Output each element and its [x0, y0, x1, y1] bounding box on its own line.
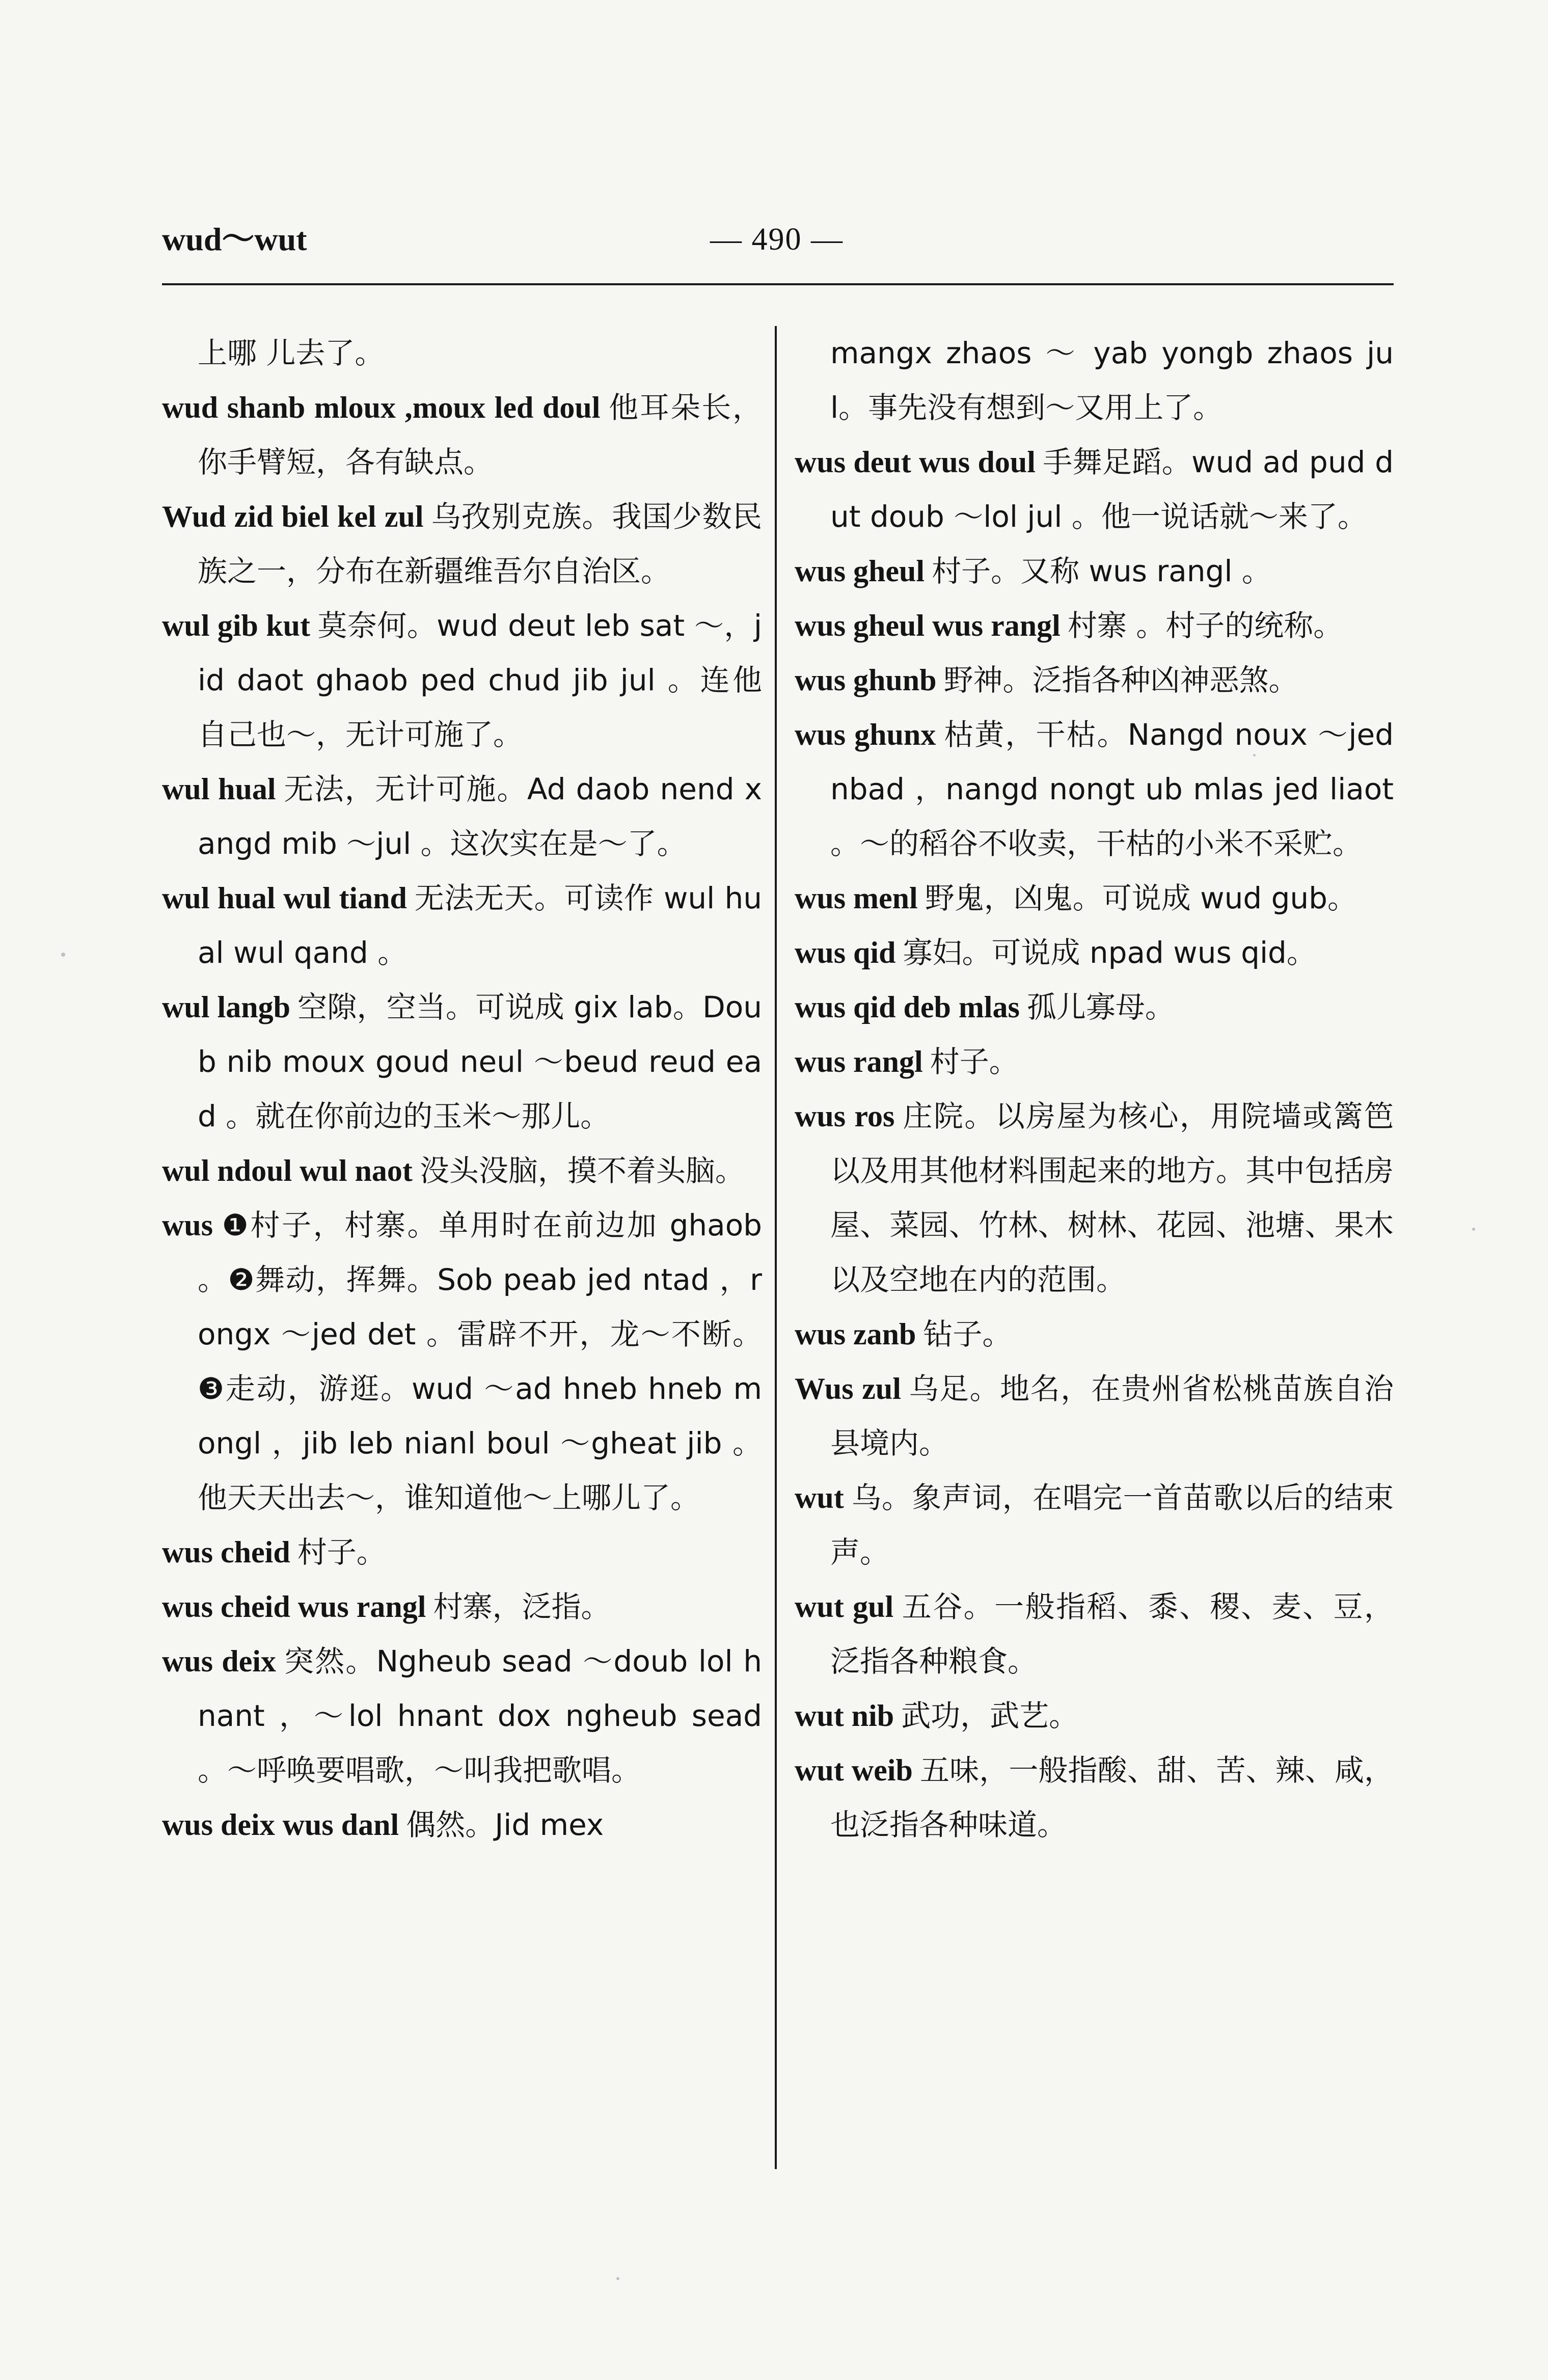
entry [795, 1580, 1394, 1689]
entry [795, 653, 1394, 708]
entry-headword: wus menl [795, 881, 918, 915]
entry-definition: 村子。 [930, 1044, 1019, 1079]
entry-definition: 手舞足蹈。wud ad pud dut doub ～lol jul 。他一说话就～来了。 [830, 445, 1394, 534]
entry-definition: 孤儿寡母。 [1026, 990, 1175, 1024]
entry-definition: 偶然。Jid mex [406, 1807, 604, 1842]
entry [795, 435, 1394, 544]
entry-definition: mangx zhaos ～ yab yongb zhaos jul。事先没有想到～又用上了。 [830, 336, 1394, 425]
entry-definition: 野鬼，凶鬼。可说成 wud gub。 [925, 881, 1357, 915]
entry [162, 326, 762, 381]
entry-definition: 突然。Ngheub sead ～doub lol hnant ，～lol hnant dox ngheub sead 。～呼唤要唱歌，～叫我把歌唱。 [198, 1644, 762, 1788]
entry-definition: 钻子。 [923, 1317, 1012, 1351]
entry [795, 326, 1394, 435]
entry-definition: 五谷。一般指稻、黍、稷、麦、豆，泛指各种粮食。 [830, 1589, 1394, 1679]
entry-headword: wul gib kut [162, 609, 311, 642]
entry [795, 1035, 1394, 1089]
entry-headword: wul hual [162, 772, 276, 806]
entry-headword: wul langb [162, 990, 290, 1024]
column-divider [775, 326, 777, 2169]
entry-headword: wus gheul [795, 554, 925, 588]
entry-headword: wus deix wus danl [162, 1808, 399, 1842]
entry [795, 1743, 1394, 1852]
entry-definition: 寡妇。可说成 npad wus qid。 [903, 935, 1316, 970]
header-entry-range: wud～wut [162, 221, 307, 257]
entry-headword: Wus zul [795, 1372, 901, 1405]
entry-definition: 无法无天。可读作 wul hual wul qand 。 [198, 881, 762, 970]
entry-definition: 庄院。以房屋为核心，用院墙或篱笆以及用其他材料围起来的地方。其中包括房屋、菜园、竹林、树林、花园、池塘、果木以及空地在内的范围。 [830, 1099, 1394, 1297]
entry-definition: 村子。 [297, 1535, 386, 1570]
entry [795, 1307, 1394, 1362]
entry-definition: ❶村子，村寨。单用时在前边加 ghaob 。❷舞动，挥舞。Sob peab jed ntad ，rongx ～jed det 。雷辟不开，龙～不断。❸走动，游逛。wud ～ad hneb hneb mongl ，jib leb nianl boul ～gheat jib 。他天天出去～，谁知道他～上哪儿了。 [198, 1208, 762, 1515]
entry [162, 1144, 762, 1198]
entry [162, 599, 762, 762]
entry-definition: 五味，一般指酸、甜、苦、辣、咸，也泛指各种味道。 [830, 1753, 1394, 1842]
entry [162, 1634, 762, 1798]
entry [795, 871, 1394, 926]
entry-headword: wus ros [795, 1099, 895, 1133]
entry [795, 708, 1394, 871]
entry-definition: 野神。泛指各种凶神恶煞。 [943, 663, 1298, 697]
entry [795, 1362, 1394, 1471]
entry [162, 980, 762, 1144]
page-number: — 490 — [710, 222, 844, 257]
scan-speck [61, 953, 65, 957]
entry-definition: 空隙，空当。可说成 gix lab。Doub nib moux goud neul ～beud reud ead 。就在你前边的玉米～那儿。 [198, 990, 762, 1133]
entry-headword: wus cheid wus rangl [162, 1590, 426, 1624]
entry-headword: wut gul [795, 1590, 894, 1624]
entry-headword: wus qid [795, 936, 896, 969]
scan-speck [1472, 1228, 1475, 1231]
right-column [795, 326, 1394, 1852]
entry-headword: wul ndoul wul naot [162, 1154, 413, 1187]
entry-headword: wus deix [162, 1644, 276, 1678]
entry-headword: wus ghunx [795, 718, 936, 751]
left-column [162, 326, 762, 1852]
entry-definition: 乌。象声词，在唱完一首苗歌以后的结束声。 [830, 1480, 1394, 1570]
entry-headword: wus ghunb [795, 663, 937, 697]
entry-headword: Wud zid biel kel zul [162, 500, 424, 533]
entry-definition: 无法，无计可施。Ad daob nend xangd mib ～jul 。这次实在是～了。 [198, 772, 763, 861]
entry-definition: 上哪 儿去了。 [198, 336, 385, 370]
entry-definition: 莫奈何。wud deut leb sat ～，jid daot ghaob ped chud jib jul 。连他自己也～，无计可施了。 [198, 608, 762, 752]
entry [795, 1089, 1394, 1307]
entry [795, 980, 1394, 1035]
header-rule [162, 283, 1394, 285]
entry-definition: 他耳朵长，你手臂短，各有缺点。 [198, 390, 762, 479]
entry-headword: wud shanb mloux ,moux led doul [162, 391, 601, 424]
entry-definition: 武功，武艺。 [901, 1698, 1079, 1733]
entry [795, 926, 1394, 980]
entry-headword: wus gheul wus rangl [795, 609, 1061, 642]
entry [162, 1525, 762, 1580]
entry [162, 1198, 762, 1525]
entry [795, 1471, 1394, 1580]
entry-headword: wus deut wus doul [795, 445, 1036, 479]
entry-headword: wus [162, 1208, 213, 1242]
entry-definition: 乌孜别克族。我国少数民族之一，分布在新疆维吾尔自治区。 [198, 499, 762, 588]
entry [162, 381, 762, 490]
entry-headword: wus zanb [795, 1317, 916, 1351]
entry-definition: 乌足。地名，在贵州省松桃苗族自治县境内。 [830, 1371, 1394, 1461]
entry-definition: 村寨 。村子的统称。 [1067, 608, 1343, 643]
scan-speck [1253, 754, 1256, 756]
entry [795, 544, 1394, 599]
scan-speck [616, 2277, 619, 2280]
entry-definition: 没头没脑，摸不着头脑。 [419, 1153, 745, 1188]
entry [162, 871, 762, 980]
entry-headword: wul hual wul tiand [162, 881, 407, 915]
entry [795, 599, 1394, 653]
entry-definition: 村寨，泛指。 [433, 1589, 611, 1624]
entry [795, 1689, 1394, 1743]
entry [162, 762, 762, 871]
entry-headword: wus rangl [795, 1045, 923, 1078]
entry-definition: 枯黄，干枯。Nangd noux ～jed nbad ，nangd nongt ub mlas jed liaot 。～的稻谷不收卖，干枯的小米不采贮。 [830, 717, 1394, 861]
entry [162, 490, 762, 599]
entry-headword: wus cheid [162, 1535, 290, 1569]
entry-headword: wus qid deb mlas [795, 990, 1020, 1024]
entry [162, 1580, 762, 1634]
entry [162, 1798, 762, 1852]
entry-headword: wut nib [795, 1699, 894, 1733]
entry-definition: 村子。又称 wus rangl 。 [932, 554, 1271, 588]
entry-headword: wut [795, 1481, 844, 1514]
entry-headword: wut weib [795, 1753, 913, 1787]
